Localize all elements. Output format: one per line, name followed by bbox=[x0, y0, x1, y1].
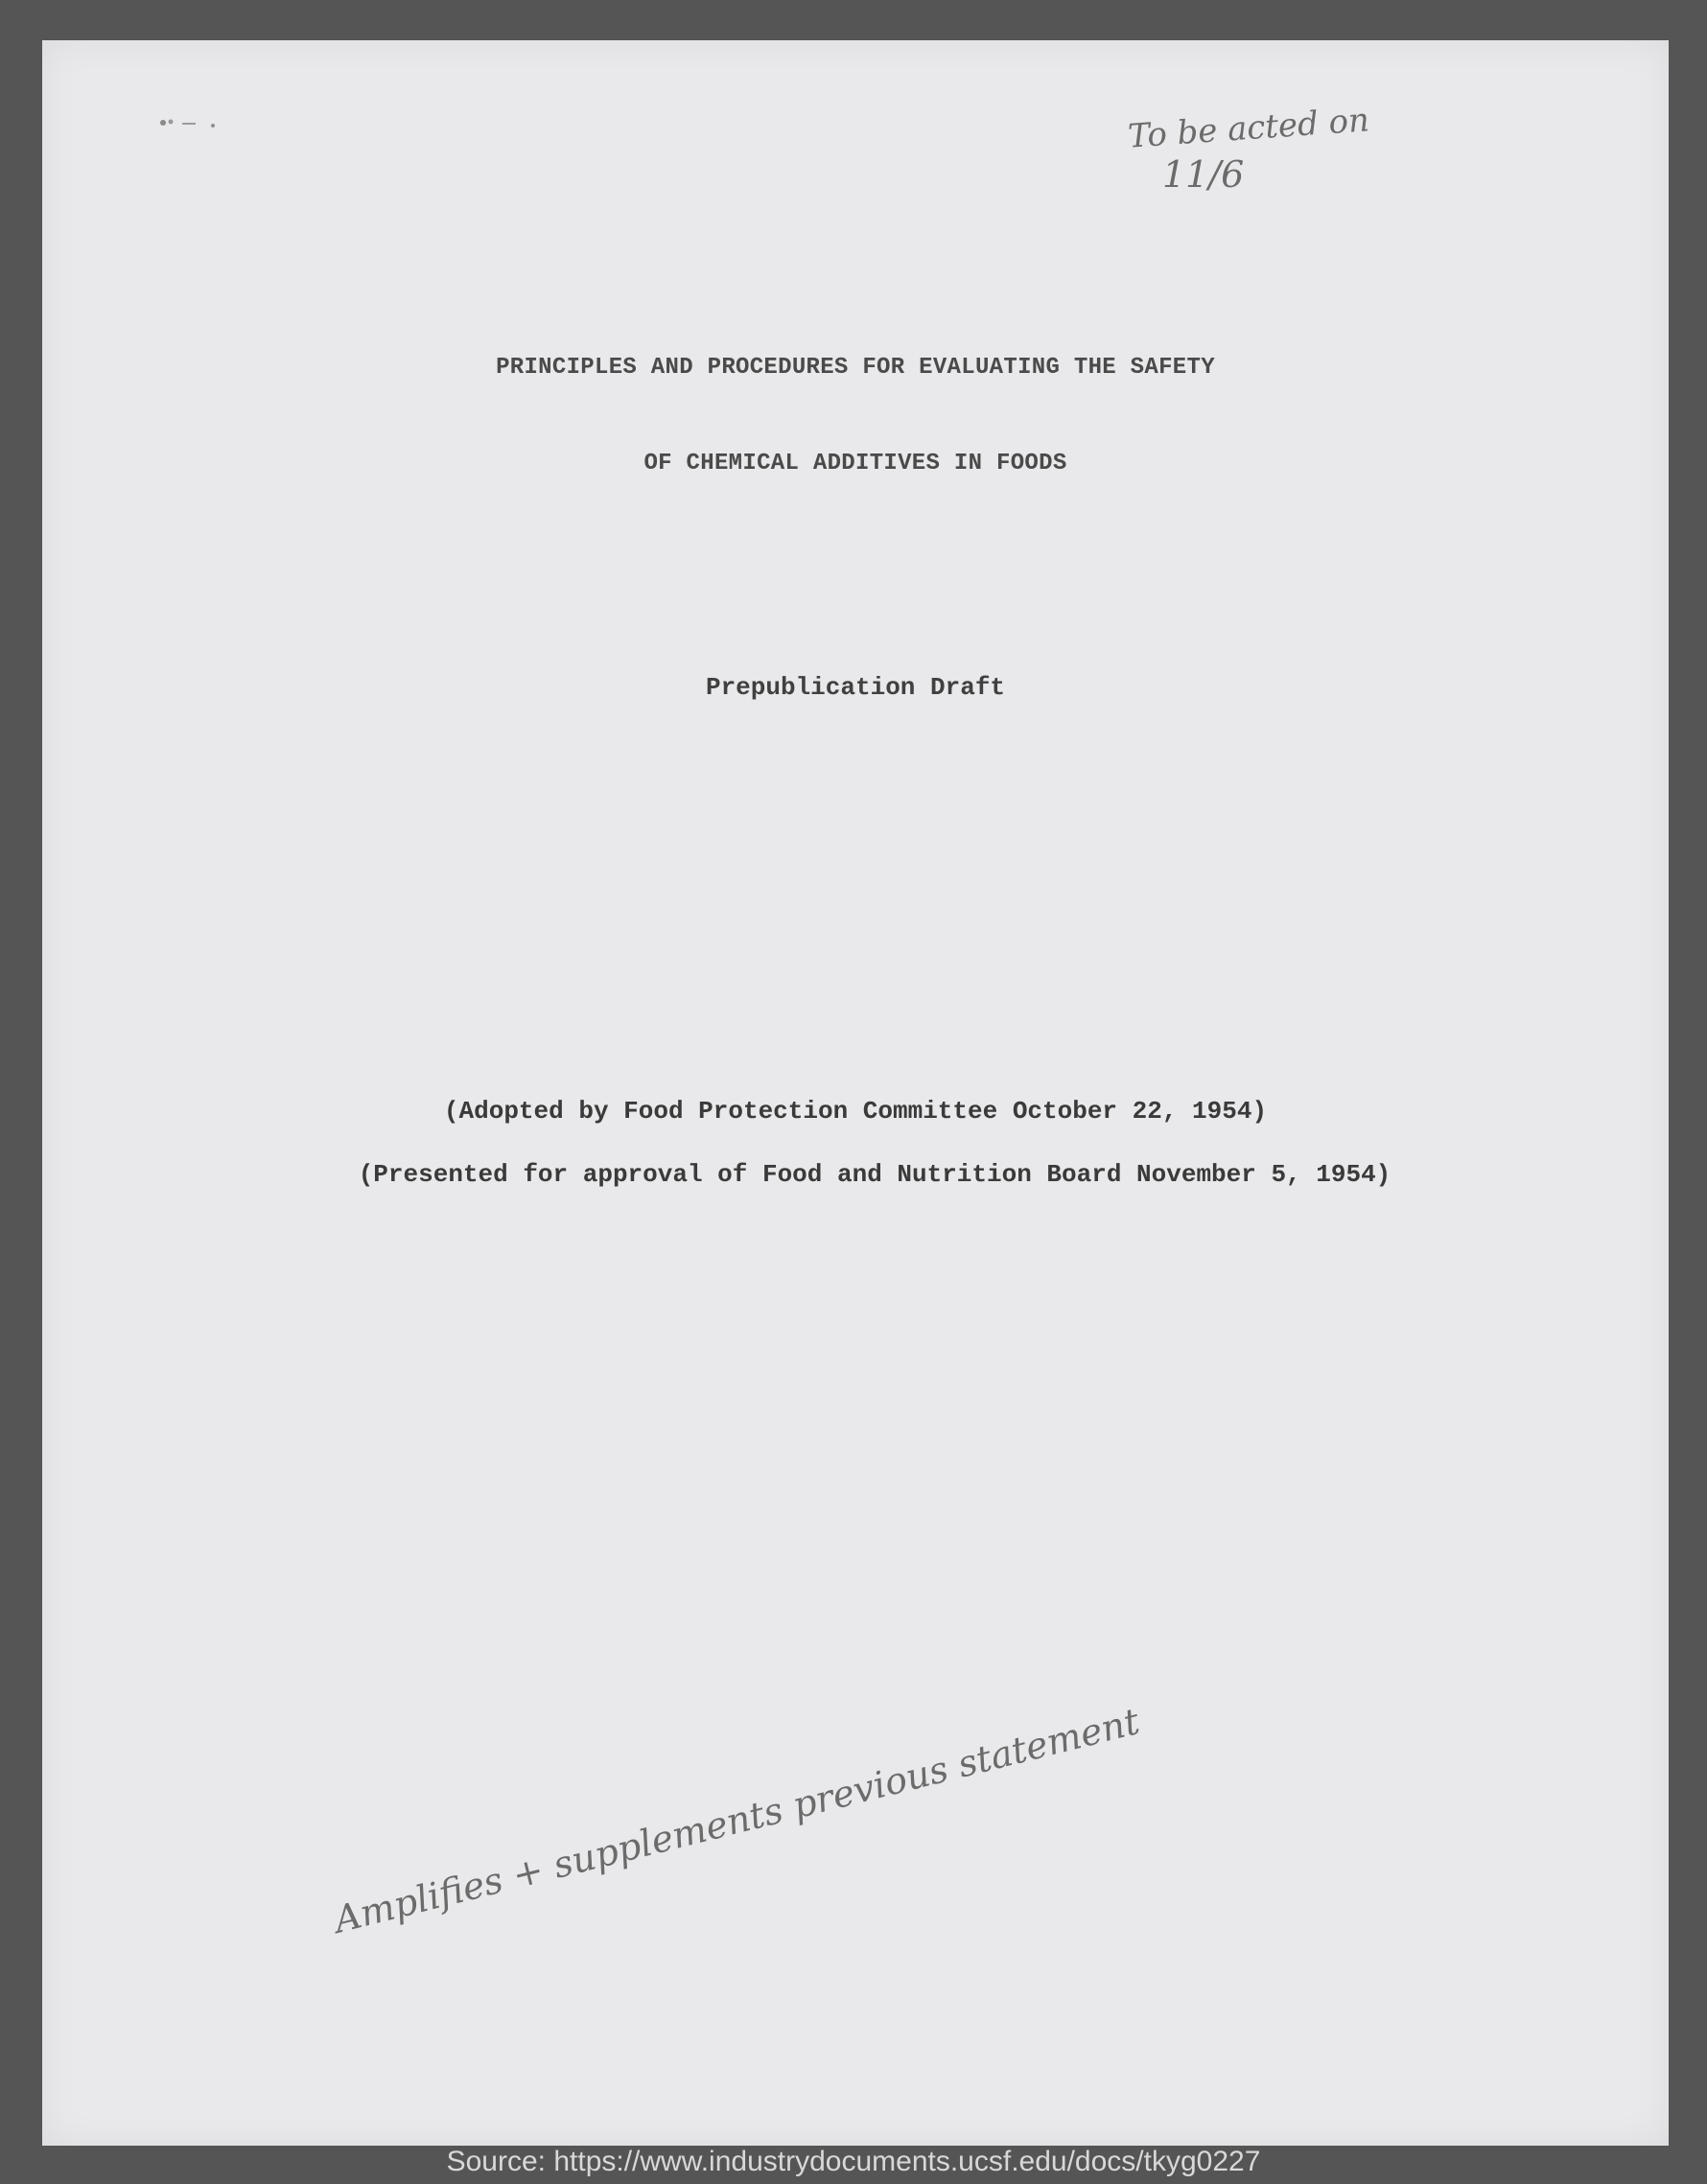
document-title-line-2: OF CHEMICAL ADDITIVES IN FOODS bbox=[643, 451, 1067, 476]
document-subtitle: Prepublication Draft bbox=[705, 673, 1006, 702]
handwritten-note-top: To be acted on bbox=[1126, 101, 1371, 156]
adopted-line: (Adopted by Food Protection Committee October 22, 1954) bbox=[443, 1097, 1268, 1126]
paper-sheet bbox=[42, 40, 1669, 2146]
handwritten-date: 11/6 bbox=[1162, 153, 1245, 196]
presented-line: (Presented for approval of Food and Nutrition Board November 5, 1954) bbox=[358, 1160, 1391, 1189]
document-title-line-1: PRINCIPLES AND PROCEDURES FOR EVALUATING THE SAFETY bbox=[496, 355, 1215, 381]
handwritten-note-bottom: Amplifies + supplements previous statement bbox=[330, 1700, 1144, 1941]
source-footer: Source: https://www.industrydocuments.ucsf.edu/docs/tkyg0227 bbox=[446, 2146, 1261, 2177]
speck-marks bbox=[155, 113, 232, 132]
